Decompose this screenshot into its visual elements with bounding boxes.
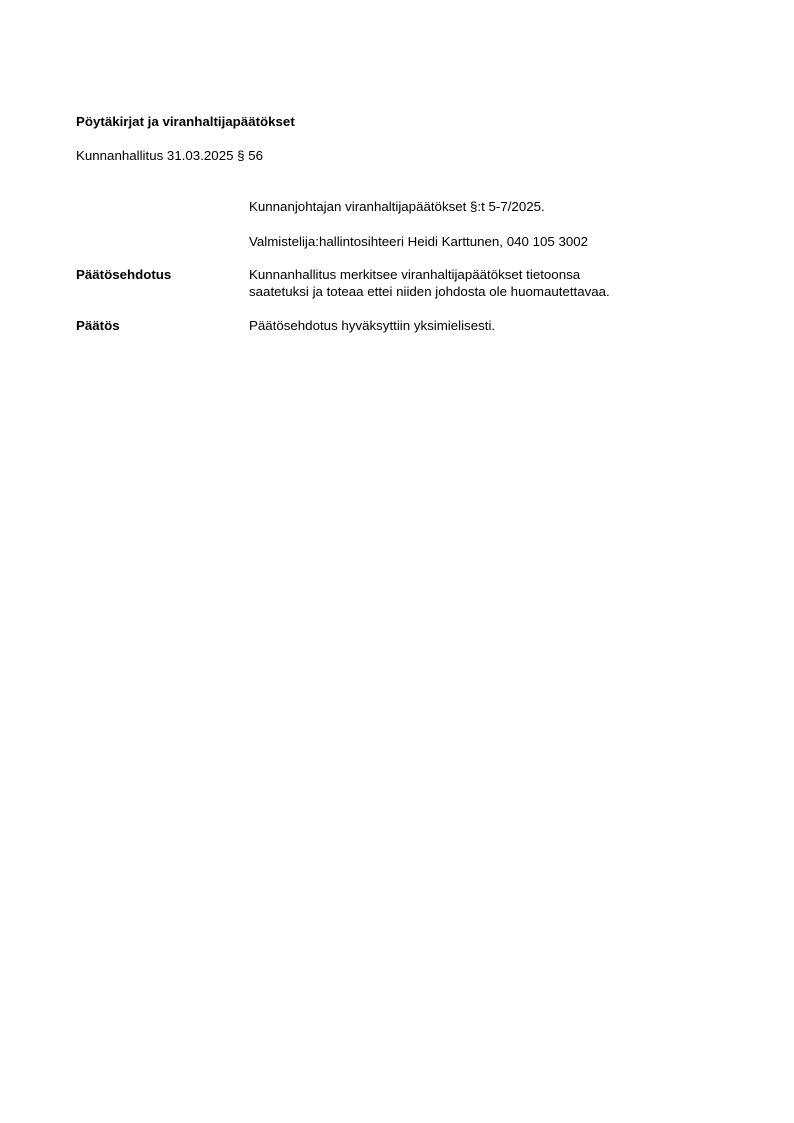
preparer-text: Valmistelija:hallintosihteeri Heidi Karttunen, 040 105 3002: [249, 234, 589, 249]
intro-text: Kunnanjohtajan viranhaltijapäätökset §:t 5-7/2025.: [249, 199, 545, 214]
decision-label: Päätös: [76, 318, 120, 333]
proposal-text-line-2: saatetuksi ja toteaa ettei niiden johdosta ole huomautettavaa.: [249, 284, 610, 299]
proposal-text: [249, 266, 610, 300]
proposal-label: Päätösehdotus: [76, 267, 172, 282]
proposal-text-line-1: Kunnanhallitus merkitsee viranhaltijapäätökset tietoonsa: [249, 267, 581, 282]
meeting-reference: Kunnanhallitus 31.03.2025 § 56: [76, 148, 264, 163]
decision-text: Päätösehdotus hyväksyttiin yksimielisesti.: [249, 318, 496, 333]
page-title: Pöytäkirjat ja viranhaltijapäätökset: [76, 114, 295, 129]
